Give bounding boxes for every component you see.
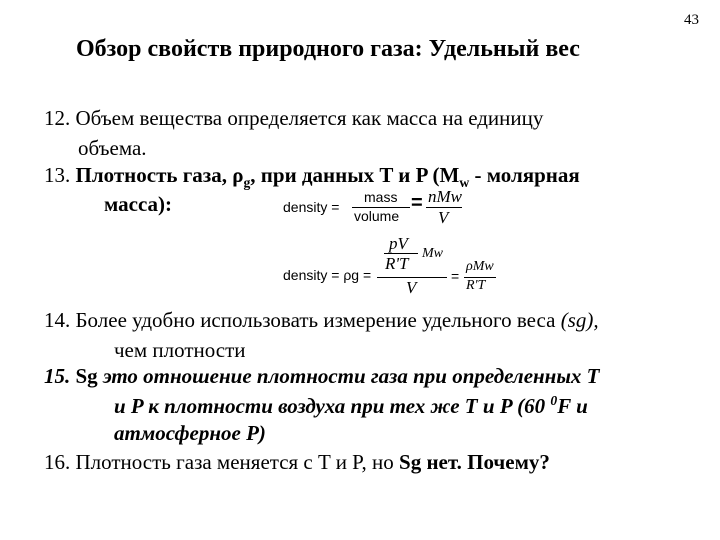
formula-2-lhs: density = ρg = — [283, 267, 372, 283]
formula-1-numerator: mass — [364, 189, 398, 205]
item-15-line-1 — [44, 364, 600, 389]
formula-2-equals: = — [451, 268, 460, 284]
formula-1-lhs: density = — [283, 199, 340, 215]
item-13-text-b: , при данных T и P — [250, 163, 428, 187]
formula-2-outer-denominator: V — [406, 278, 417, 297]
formula-1-denominator: volume — [354, 208, 400, 224]
item-13-sub-g: g — [243, 175, 251, 191]
item-15-line-2-end: F и — [557, 394, 588, 418]
item-15-text: это отношение плотности газа при определенных T — [97, 364, 600, 388]
item-14-text: 14. Более удобно использовать измерение удельного веса — [44, 308, 561, 332]
item-15-line-3: атмосферное P) — [114, 421, 266, 445]
formula-2-inner-denominator: R'T — [385, 254, 409, 273]
formula-2-inner-numerator: pV — [389, 234, 408, 253]
page-number: 43 — [684, 12, 699, 28]
item-13-text-c: (M — [427, 163, 460, 187]
formula-1-denominator-2: V — [438, 208, 449, 227]
item-13-number: 13. — [44, 163, 76, 187]
item-14-line-1 — [44, 308, 599, 333]
item-13-sub-w: w — [459, 175, 470, 191]
item-14-line-2: чем плотности — [114, 338, 246, 362]
page-title: Обзор свойств природного газа: Удельный вес — [76, 36, 580, 62]
formula-1-equals: = — [411, 192, 423, 214]
item-13-line-1 — [44, 163, 580, 191]
item-15-degree: 0 — [550, 393, 558, 408]
formula-2-numerator-2: ρMw — [466, 259, 494, 274]
item-15-line-2 — [114, 393, 588, 419]
item-16-line-1 — [44, 450, 550, 475]
formula-1-numerator-2: nMw — [428, 187, 462, 206]
item-16-text: 16. Плотность газа меняется с T и P, но — [44, 450, 400, 474]
item-15-line-2-text: и P к плотности воздуха при тех же T и P (60 — [114, 394, 551, 418]
item-13-text-a: Плотность газа, ρ — [75, 163, 244, 187]
item-13-text-d: - молярная — [469, 163, 580, 187]
item-15-number: 15. — [44, 364, 76, 388]
item-16-question: Sg нет. Почему? — [399, 450, 550, 474]
item-14-sg: (sg), — [560, 308, 599, 332]
item-15-sg: Sg — [75, 364, 98, 388]
item-13-line-2: масса): — [104, 192, 173, 216]
formula-2-denominator-2: R'T — [466, 278, 486, 293]
item-12-line-2: объема. — [78, 136, 147, 160]
formula-2-molar-mass: Mw — [422, 246, 443, 261]
item-12-line-1: 12. Объем вещества определяется как масса на единицу — [44, 106, 544, 130]
